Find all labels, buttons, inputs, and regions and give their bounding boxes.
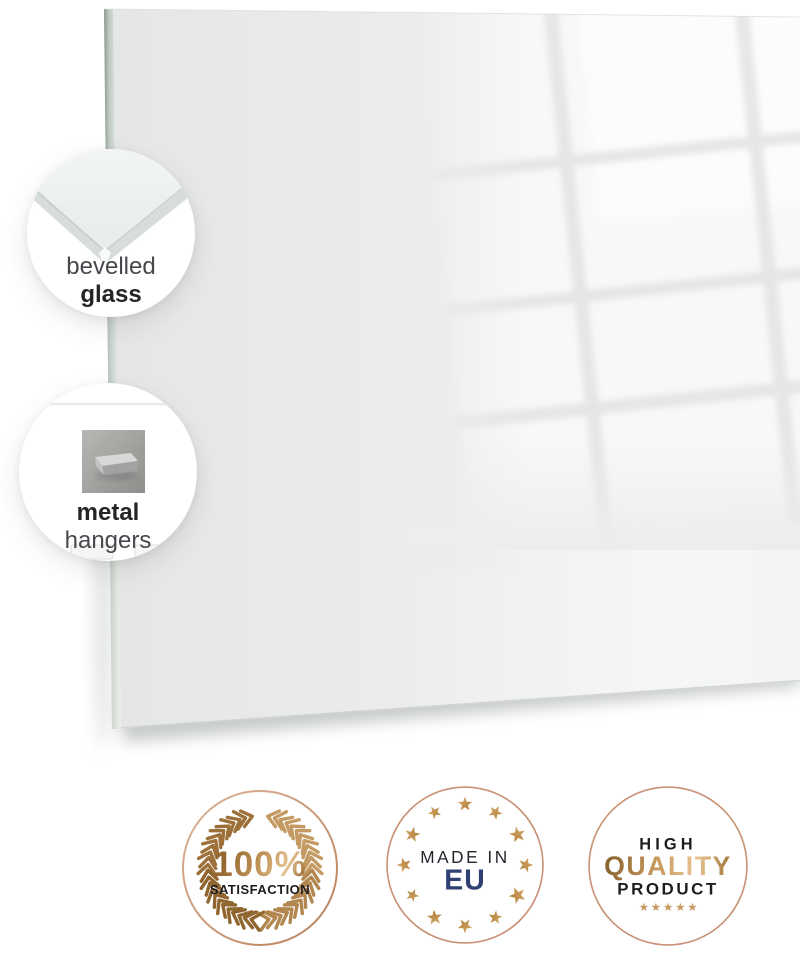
satisfaction-label: SATISFACTION xyxy=(209,882,311,897)
quality-line-high: HIGH xyxy=(639,835,697,854)
callout-metal-hangers xyxy=(19,383,197,561)
eu-label: EU xyxy=(444,864,486,897)
made-in-eu-badge xyxy=(384,784,546,946)
satisfaction-headline: 100% xyxy=(213,845,307,884)
quality-line-product: PRODUCT xyxy=(617,879,719,899)
five-stars-icon: ★★★★★ xyxy=(638,902,700,915)
callout-line-2: hangers xyxy=(64,527,152,554)
quality-line-quality: QUALITY xyxy=(604,851,732,882)
made-in-label: MADE IN xyxy=(420,846,510,867)
callout-line-1: metal xyxy=(76,499,140,526)
callout-line-1: bevelled xyxy=(66,253,156,280)
callout-bevelled-glass xyxy=(27,149,195,317)
callout-line-2: glass xyxy=(80,281,142,308)
high-quality-badge xyxy=(586,784,750,948)
satisfaction-badge xyxy=(180,788,340,948)
